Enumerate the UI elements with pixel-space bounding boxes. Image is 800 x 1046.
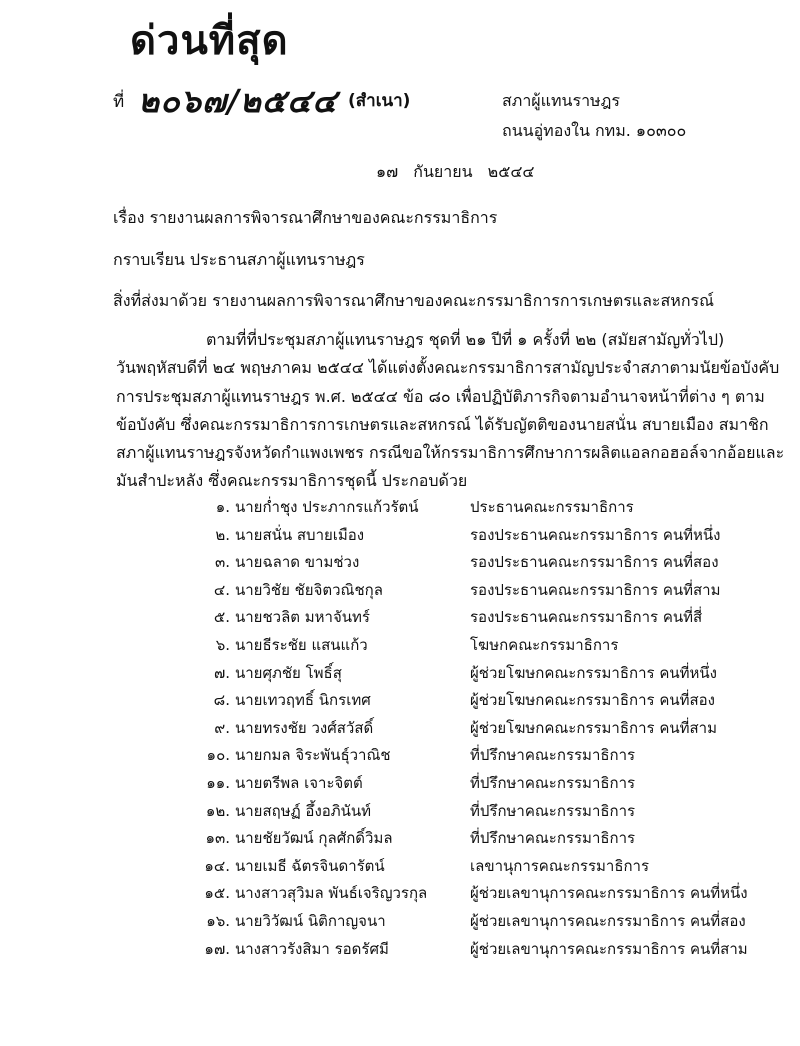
- member-role: รองประธานคณะกรรมาธิการ คนที่สาม: [470, 580, 721, 599]
- member-role: รองประธานคณะกรรมาธิการ คนที่หนึ่ง: [470, 525, 721, 544]
- body-line: วันพฤหัสบดีที่ ๒๔ พฤษภาคม ๒๕๔๔ ได้แต่งตั้งคณะกรรมาธิการสามัญประจำสภาตามนัยข้อบังคับ: [116, 358, 780, 377]
- member-name: นายชวลิต มหาจันทร์: [235, 608, 370, 627]
- urgency-heading: ด่วนที่สุด: [130, 18, 289, 64]
- member-row: [190, 742, 750, 770]
- member-number: ๑๓.: [205, 829, 230, 848]
- copy-tag: (สำเนา): [348, 91, 411, 111]
- member-name: นายสนั่น สบายเมือง: [235, 525, 365, 544]
- member-name: นายวิวัฒน์ นิติกาญจนา: [235, 911, 386, 930]
- letter-subject: เรื่อง รายงานผลการพิจารณาศึกษาของคณะกรรมาธิการ: [113, 208, 498, 227]
- member-row: [190, 936, 750, 964]
- member-role: ผู้ช่วยเลขานุการคณะกรรมาธิการ คนที่สาม: [470, 939, 748, 958]
- doc-number: ๒๐๖๗/๒๕๔๔: [138, 82, 338, 120]
- member-number: ๑๑.: [206, 773, 230, 792]
- member-name: นายวิชัย ชัยจิตวณิชกุล: [235, 580, 383, 599]
- member-role: เลขานุการคณะกรรมาธิการ: [470, 856, 650, 875]
- member-row: [190, 825, 750, 853]
- member-name: นางสาวสุวิมล พันธ์เจริญวรกุล: [235, 884, 428, 903]
- member-name: นายฉลาด ขามช่วง: [235, 553, 360, 572]
- member-role: ที่ปรึกษาคณะกรรมาธิการ: [470, 801, 636, 820]
- committee-member-list: [190, 494, 750, 963]
- sender-address-line2: ถนนอู่ทองใน กทม. ๑๐๓๐๐: [502, 121, 687, 140]
- member-row: [190, 798, 750, 826]
- member-number: ๑๔.: [204, 856, 230, 875]
- member-role: ผู้ช่วยโฆษกคณะกรรมาธิการ คนที่หนึ่ง: [470, 663, 717, 682]
- member-row: [190, 715, 750, 743]
- member-row: [190, 604, 750, 632]
- member-name: นางสาวรังสิมา รอดรัศมี: [235, 939, 389, 958]
- member-number: ๒.: [215, 525, 230, 544]
- letter-date: ๑๗ กันยายน ๒๕๔๔: [376, 162, 535, 181]
- member-name: นายทรงชัย วงศ์สวัสดิ์: [235, 718, 374, 737]
- member-role: โฆษกคณะกรรมาธิการ: [470, 635, 619, 654]
- member-name: นายกมล จิระพันธุ์วาณิช: [235, 746, 391, 765]
- member-row: [190, 577, 750, 605]
- member-name: นายศุภชัย โพธิ์สุ: [235, 663, 342, 682]
- member-row: [190, 632, 750, 660]
- member-number: ๖.: [215, 635, 230, 654]
- member-role: ผู้ช่วยเลขานุการคณะกรรมาธิการ คนที่หนึ่ง: [470, 884, 748, 903]
- member-role: ที่ปรึกษาคณะกรรมาธิการ: [470, 746, 636, 765]
- member-number: ๓.: [214, 553, 230, 572]
- member-role: ที่ปรึกษาคณะกรรมาธิการ: [470, 829, 636, 848]
- member-name: นายสฤษฏ์ อึ้งอภินันท์: [235, 801, 372, 820]
- member-row: [190, 687, 750, 715]
- member-role: ประธานคณะกรรมาธิการ: [470, 498, 634, 516]
- letter-enclosure: สิ่งที่ส่งมาด้วย รายงานผลการพิจารณาศึกษาของคณะกรรมาธิการการเกษตรและสหกรณ์: [113, 291, 714, 310]
- doc-number-label: ที่: [113, 92, 125, 112]
- member-role: รองประธานคณะกรรมาธิการ คนที่สี่: [470, 608, 703, 627]
- member-number: ๑๒.: [205, 801, 230, 820]
- member-name: นายชัยวัฒน์ กุลศักดิ์วิมล: [235, 829, 393, 848]
- body-line: ข้อบังคับ ซึ่งคณะกรรมาธิการการเกษตรและสหกรณ์ ได้รับญัตติของนายสนั่น สบายเมือง สมาชิก: [116, 415, 769, 434]
- member-row: [190, 853, 750, 881]
- member-role: ที่ปรึกษาคณะกรรมาธิการ: [470, 773, 636, 792]
- member-role: ผู้ช่วยโฆษกคณะกรรมาธิการ คนที่สาม: [470, 718, 717, 737]
- body-line: มันสำปะหลัง ซึ่งคณะกรรมาธิการชุดนี้ ประกอบด้วย: [116, 471, 468, 490]
- member-number: ๕.: [213, 608, 230, 627]
- member-row: [190, 880, 750, 908]
- letter-recipient: กราบเรียน ประธานสภาผู้แทนราษฎร: [113, 250, 365, 269]
- member-name: นายธีระชัย แสนแก้ว: [235, 635, 368, 654]
- member-number: ๑๖.: [206, 911, 230, 930]
- body-line: ตามที่ที่ประชุมสภาผู้แทนราษฎร ชุดที่ ๒๑ ปีที่ ๑ ครั้งที่ ๒๒ (สมัยสามัญทั่วไป): [206, 330, 725, 349]
- member-role: ผู้ช่วยเลขานุการคณะกรรมาธิการ คนที่สอง: [470, 911, 746, 930]
- member-number: ๑๐.: [206, 746, 230, 765]
- body-line: สภาผู้แทนราษฎรจังหวัดกำแพงเพชร กรณีขอให้กรรมาธิการศึกษาการผลิตแอลกอฮอล์จากอ้อยและ: [116, 443, 785, 462]
- body-line: การประชุมสภาผู้แทนราษฎร พ.ศ. ๒๕๔๔ ข้อ ๘๐ เพื่อปฏิบัติภารกิจตามอำนาจหน้าที่ต่าง ๆ ตาม: [116, 387, 765, 406]
- member-number: ๑๗.: [204, 939, 230, 958]
- member-role: รองประธานคณะกรรมาธิการ คนที่สอง: [470, 553, 719, 572]
- sender-address-line1: สภาผู้แทนราษฎร: [502, 91, 620, 110]
- member-role: ผู้ช่วยโฆษกคณะกรรมาธิการ คนที่สอง: [470, 691, 716, 710]
- member-row: [190, 908, 750, 936]
- member-number: ๔.: [213, 580, 230, 599]
- member-row: [190, 770, 750, 798]
- member-number: ๗.: [213, 663, 230, 682]
- member-number: ๑๕.: [204, 884, 230, 903]
- member-name: นายตรีพล เจาะจิตต์: [235, 773, 363, 792]
- member-row: [190, 522, 750, 550]
- member-row: [190, 549, 750, 577]
- member-name: นายเมธี ฉัตรจินดารัตน์: [235, 856, 385, 875]
- member-row: [190, 660, 750, 688]
- member-number: ๑.: [215, 498, 230, 516]
- member-number: ๙.: [214, 718, 230, 737]
- member-number: ๘.: [213, 691, 230, 710]
- member-row: [190, 494, 750, 522]
- member-name: นายก่ำชุง ประภากรแก้วรัตน์: [235, 498, 419, 516]
- member-name: นายเทวฤทธิ์ นิกรเทศ: [235, 691, 371, 710]
